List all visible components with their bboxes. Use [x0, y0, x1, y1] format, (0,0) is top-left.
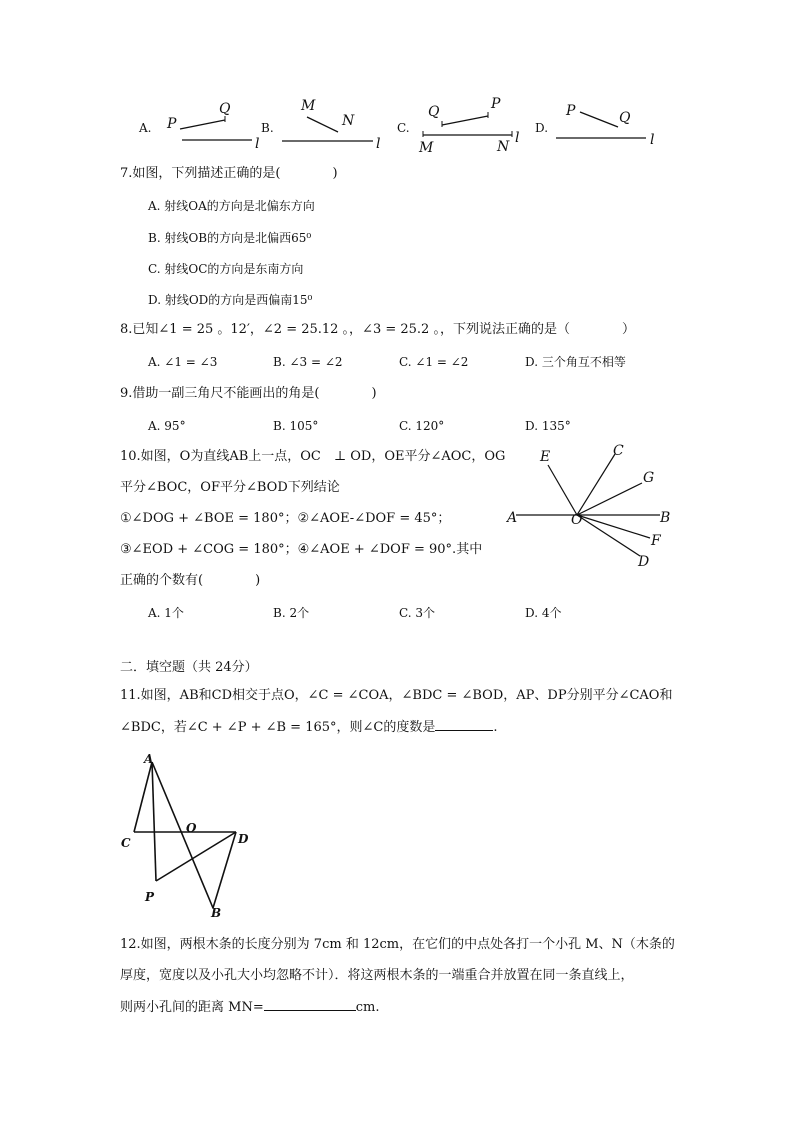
q11-label-o: O — [186, 821, 197, 835]
q6-c-figure — [415, 100, 525, 145]
q6-b-point-n: N — [342, 113, 355, 129]
q10-label-g: G — [643, 470, 655, 486]
q6-c-point-q: Q — [428, 104, 440, 120]
q9-stem: 9.借助一副三角尺不能画出的角是( ) — [120, 386, 377, 401]
q11-line-2-end: . — [493, 720, 498, 735]
q6-d-figure — [550, 100, 650, 145]
q11-label-c: C — [121, 836, 131, 850]
q10-option-d: D. 4个 — [525, 606, 562, 620]
section-2-title: 二．填空题（共 24分） — [120, 660, 258, 675]
q11-line-2-text: ∠BDC，若∠C + ∠P + ∠B = 165°，则∠C的度数是 — [120, 720, 436, 735]
q12-line-3-end: cm. — [355, 1000, 380, 1015]
q10-option-b: B. 2个 — [273, 606, 310, 620]
q10-line-4: ③∠EOD + ∠COG = 180°；④∠AOE + ∠DOF = 90°.其中 — [120, 542, 483, 557]
q12-line-3 — [120, 998, 379, 1017]
q8-stem: 8.已知∠1 = 25 。12′，∠2 = 25.12 。，∠3 = 25.2 。，下列说法正确的是（ ） — [120, 322, 635, 337]
q6-option-a-label: A. — [139, 121, 152, 135]
q10-label-o: O — [571, 512, 583, 528]
q7-option-d: D. 射线OD的方向是西偏南15⁰ — [148, 293, 313, 307]
q6-b-figure — [280, 110, 380, 150]
q6-b-point-m: M — [301, 98, 316, 114]
q11-label-p: P — [145, 890, 155, 904]
q10-label-c: C — [613, 443, 624, 459]
q6-b-line-l: l — [376, 136, 381, 152]
q6-a-point-p: P — [167, 116, 177, 132]
q10-line-3: ①∠DOG + ∠BOE = 180°；②∠AOE-∠DOF = 45°； — [120, 511, 451, 526]
q6-option-b-label: B. — [261, 121, 274, 135]
q9-option-b: B. 105° — [273, 419, 319, 433]
q8-option-c: C. ∠1 = ∠2 — [399, 355, 469, 369]
q6-c-point-p: P — [491, 96, 501, 112]
q9-option-d: D. 135° — [525, 419, 571, 433]
q12-line-1: 12.如图，两根木条的长度分别为 7cm 和 12cm，在它们的中点处各打一个小孔 M、N（木条的 — [120, 937, 675, 952]
q6-c-point-m: M — [419, 140, 434, 156]
q7-option-c: C. 射线OC的方向是东南方向 — [148, 262, 304, 276]
q10-line-2: 平分∠BOC，OF平分∠BOD下列结论 — [120, 480, 340, 495]
q10-line-5: 正确的个数有( ) — [120, 573, 261, 588]
q6-a-figure — [170, 110, 260, 150]
q6-d-line-l: l — [650, 132, 655, 148]
q6-option-c-label: C. — [397, 121, 410, 135]
q10-figure — [500, 440, 680, 580]
q8-option-b: B. ∠3 = ∠2 — [273, 355, 343, 369]
q10-label-d: D — [638, 554, 650, 570]
q10-option-c: C. 3个 — [399, 606, 436, 620]
q10-option-a: A. 1个 — [148, 606, 184, 620]
q11-answer-blank[interactable] — [435, 718, 493, 731]
q10-label-e: E — [540, 449, 551, 465]
q7-option-b: B. 射线OB的方向是北偏西65⁰ — [148, 231, 312, 245]
q8-option-d: D. 三个角互不相等 — [525, 355, 626, 369]
q6-option-d-label: D. — [535, 121, 549, 135]
q9-option-c: C. 120° — [399, 419, 445, 433]
q7-stem: 7.如图，下列描述正确的是( ) — [120, 166, 338, 181]
q6-a-point-q: Q — [219, 101, 231, 117]
q10-label-f: F — [651, 533, 661, 549]
q8-option-a: A. ∠1 = ∠3 — [148, 355, 218, 369]
q12-line-3-text: 则两小孔间的距离 MN= — [120, 1000, 264, 1015]
q12-line-2: 厚度，宽度以及小孔大小均忽略不计）．将这两根木条的一端重合并放置在同一条直线上， — [120, 968, 634, 983]
q11-label-a: A — [144, 752, 154, 766]
q6-a-line-l: l — [255, 136, 260, 152]
q11-line-2 — [120, 718, 498, 737]
q12-answer-blank[interactable] — [264, 998, 356, 1011]
q10-label-b: B — [660, 510, 671, 526]
q11-label-b: B — [211, 906, 222, 920]
q10-line-1: 10.如图，O为直线AB上一点，OC ⊥ OD，OE平分∠AOC，OG — [120, 449, 506, 464]
q7-option-a: A. 射线OA的方向是北偏东方向 — [148, 199, 315, 213]
q10-label-a: A — [507, 510, 518, 526]
q6-d-point-p: P — [566, 103, 576, 119]
q11-label-d: D — [238, 832, 249, 846]
q6-d-point-q: Q — [619, 110, 631, 126]
q6-c-point-n: N — [497, 139, 510, 155]
q11-line-1: 11.如图，AB和CD相交于点O，∠C = ∠COA，∠BDC = ∠BOD，AP、DP分别平分∠CAO和 — [120, 688, 673, 703]
q9-option-a: A. 95° — [148, 419, 186, 433]
q6-c-line-l: l — [515, 130, 520, 146]
